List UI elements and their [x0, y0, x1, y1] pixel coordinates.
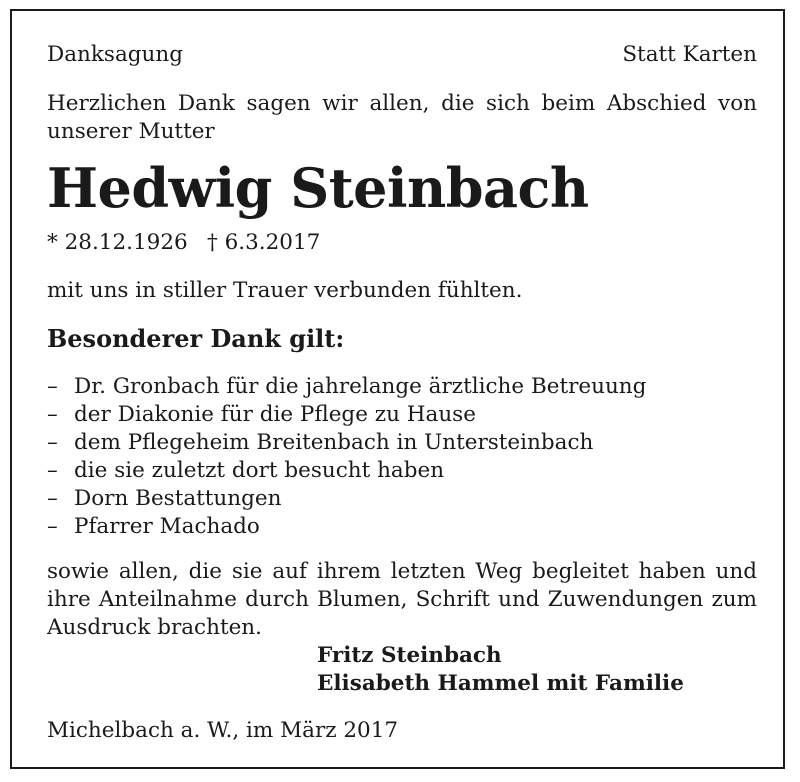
- list-item-text: Dr. Gronbach für die jahrelange ärztliche Betreuung: [74, 374, 647, 399]
- list-dash: –: [47, 514, 58, 539]
- list-dash: –: [47, 402, 58, 427]
- notice-frame: [10, 9, 785, 769]
- list-dash: –: [47, 374, 58, 399]
- header-left: Danksagung: [47, 42, 184, 67]
- list-item: [47, 513, 757, 541]
- life-dates: [47, 229, 757, 257]
- list-item-text: Dorn Bestattungen: [74, 486, 282, 511]
- list-dash: –: [47, 458, 58, 483]
- signer-1: Fritz Steinbach: [317, 643, 502, 668]
- thanks-line: mit uns in stiller Trauer verbunden fühlten.: [47, 278, 523, 303]
- signer-2: Elisabeth Hammel mit Familie: [317, 671, 684, 696]
- list-item-text: die sie zuletzt dort besucht haben: [74, 458, 445, 483]
- birth-date: * 28.12.1926: [47, 230, 188, 255]
- deceased-name: Hedwig Steinbach: [47, 156, 589, 220]
- closing-text: sowie allen, die sie auf ihrem letzten Weg begleitet haben und ihre Anteilnahme durch Blumen, Schrift und Zuwendungen zum Ausdruck brachten.: [47, 559, 757, 640]
- list-item: [47, 401, 757, 429]
- list-dash: –: [47, 430, 58, 455]
- list-item: [47, 485, 757, 513]
- header-right: Statt Karten: [622, 42, 757, 67]
- list-item: [47, 373, 757, 401]
- signers: [317, 642, 757, 698]
- list-dash: –: [47, 486, 58, 511]
- special-heading: Besonderer Dank gilt:: [47, 324, 345, 353]
- list-item-text: Pfarrer Machado: [74, 514, 260, 539]
- intro-text: Herzlichen Dank sagen wir allen, die sich beim Abschied von unserer Mutter: [47, 91, 757, 144]
- thanks-list: [47, 373, 757, 541]
- list-item-text: der Diakonie für die Pflege zu Hause: [74, 402, 476, 427]
- place-date: Michelbach a. W., im März 2017: [47, 718, 399, 743]
- list-item: [47, 429, 757, 457]
- notice-content: [47, 41, 757, 745]
- header-row: [47, 41, 757, 69]
- list-item: [47, 457, 757, 485]
- death-date: † 6.3.2017: [207, 230, 321, 255]
- list-item-text: dem Pflegeheim Breitenbach in Untersteinbach: [74, 430, 594, 455]
